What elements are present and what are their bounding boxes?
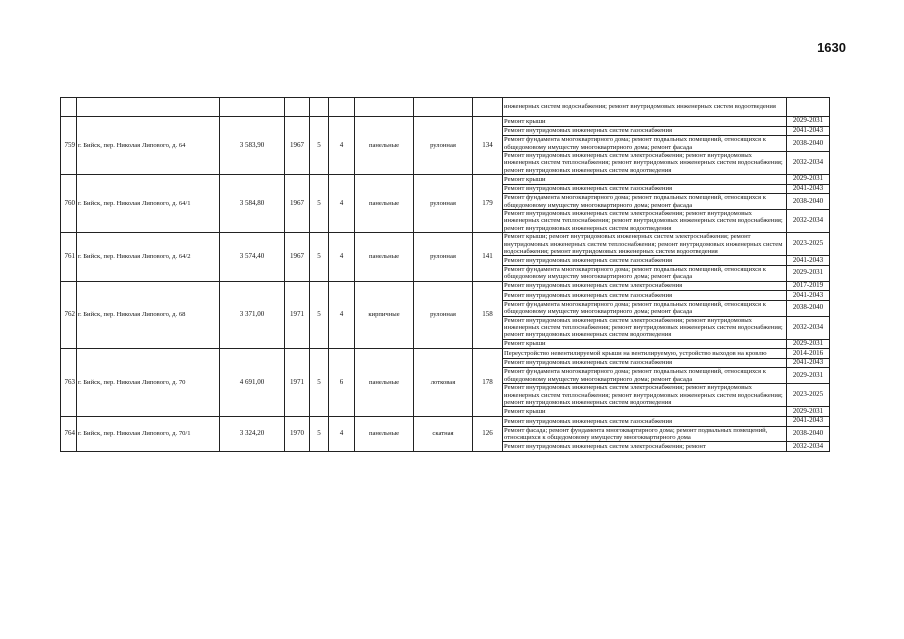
- residents-cell: 126: [473, 416, 503, 451]
- work-cell: Ремонт внутридомовых инженерных систем газоснабжения: [503, 291, 787, 301]
- roof-cell: скатная: [414, 416, 473, 451]
- period-cell: 2029-2031: [787, 265, 830, 281]
- empty-cell: [285, 98, 310, 117]
- empty-cell: [61, 98, 77, 117]
- address-cell: г. Бийск, пер. Николая Липового, д. 70: [77, 349, 220, 417]
- empty-cell: [220, 98, 285, 117]
- work-cell: Переустройство невентилируемой крыши на вентилируемую, устройство выходов на кровлю: [503, 349, 787, 359]
- year-cell: 1971: [285, 349, 310, 417]
- area-cell: 4 691,00: [220, 349, 285, 417]
- work-cell: Ремонт крыши: [503, 407, 787, 417]
- work-cell: Ремонт внутридомовых инженерных систем электроснабжения; ремонт внутридомовых инженерных систем теплоснабжения; ремонт внутридомовых инженерных систем водоснабжения; ремонт внутридомовых инженерных систем водоотведения: [503, 210, 787, 233]
- table-row: [61, 281, 830, 291]
- area-cell: 3 583,90: [220, 117, 285, 175]
- period-cell: 2038-2040: [787, 194, 830, 210]
- residents-cell: 178: [473, 349, 503, 417]
- area-cell: 3 371,00: [220, 281, 285, 349]
- walls-cell: панельные: [355, 233, 414, 281]
- empty-cell: [473, 98, 503, 117]
- floors-cell: 5: [310, 175, 329, 233]
- work-cell: Ремонт внутридомовых инженерных систем газоснабжения: [503, 184, 787, 194]
- entrances-cell: 4: [329, 117, 355, 175]
- period-cell: 2032-2034: [787, 210, 830, 233]
- period-cell: 2041-2043: [787, 358, 830, 368]
- row-number: 761: [61, 233, 77, 281]
- period-cell: 2032-2034: [787, 316, 830, 339]
- period-cell: 2038-2040: [787, 426, 830, 442]
- address-cell: г. Бийск, пер. Николая Липового, д. 64/2: [77, 233, 220, 281]
- work-cell: Ремонт внутридомовых инженерных систем газоснабжения: [503, 256, 787, 266]
- work-cell: Ремонт внутридомовых инженерных систем электроснабжения; ремонт внутридомовых инженерных систем теплоснабжения; ремонт внутридомовых инженерных систем водоснабжения; ремонт внутридомовых инженерных систем водоотведения: [503, 316, 787, 339]
- walls-cell: панельные: [355, 117, 414, 175]
- work-cell: инженерных систем водоснабжения; ремонт внутридомовых инженерных систем водоотведения: [503, 98, 787, 117]
- period-cell: 2041-2043: [787, 416, 830, 426]
- address-cell: г. Бийск, пер. Николая Липового, д. 64/1: [77, 175, 220, 233]
- empty-cell: [310, 98, 329, 117]
- table-row: [61, 349, 830, 359]
- empty-cell: [414, 98, 473, 117]
- table-row: [61, 416, 830, 426]
- year-cell: 1967: [285, 175, 310, 233]
- walls-cell: панельные: [355, 175, 414, 233]
- entrances-cell: 4: [329, 416, 355, 451]
- row-number: 762: [61, 281, 77, 349]
- work-cell: Ремонт крыши: [503, 339, 787, 349]
- floors-cell: 5: [310, 117, 329, 175]
- work-cell: Ремонт фундамента многоквартирного дома; ремонт подвальных помещений, относящихся к общедомовому имуществу многоквартирного дома; ремонт фасада: [503, 194, 787, 210]
- row-number: 764: [61, 416, 77, 451]
- work-cell: Ремонт внутридомовых инженерных систем электроснабжения; ремонт внутридомовых инженерных систем теплоснабжения; ремонт внутридомовых инженерных систем водоснабжения; ремонт внутридомовых инженерных систем водоотведения: [503, 151, 787, 174]
- table-row: [61, 175, 830, 185]
- floors-cell: 5: [310, 349, 329, 417]
- roof-cell: рулонная: [414, 175, 473, 233]
- table-row: [61, 117, 830, 127]
- period-cell: 2029-2031: [787, 117, 830, 127]
- period-cell: 2038-2040: [787, 136, 830, 152]
- work-cell: Ремонт фундамента многоквартирного дома; ремонт подвальных помещений, относящихся к общедомовому имуществу многоквартирного дома; ремонт фасада: [503, 265, 787, 281]
- period-cell: 2041-2043: [787, 184, 830, 194]
- roof-cell: рулонная: [414, 117, 473, 175]
- period-cell: 2029-2031: [787, 175, 830, 185]
- walls-cell: панельные: [355, 349, 414, 417]
- period-cell: 2041-2043: [787, 291, 830, 301]
- work-cell: Ремонт фундамента многоквартирного дома; ремонт подвальных помещений, относящихся к общедомовому имуществу многоквартирного дома; ремонт фасада: [503, 368, 787, 384]
- address-cell: г. Бийск, пер. Николая Липового, д. 68: [77, 281, 220, 349]
- period-cell: 2014-2016: [787, 349, 830, 359]
- page-number: 1630: [817, 40, 846, 55]
- roof-cell: рулонная: [414, 233, 473, 281]
- row-number: 763: [61, 349, 77, 417]
- work-cell: Ремонт фасада; ремонт фундамента многоквартирного дома; ремонт подвальных помещений, относящихся к общедомовому имуществу многоквартирного дома: [503, 426, 787, 442]
- period-cell: [787, 98, 830, 117]
- work-cell: Ремонт внутридомовых инженерных систем электроснабжения; ремонт внутридомовых инженерных систем теплоснабжения; ремонт внутридомовых инженерных систем водоснабжения; ремонт внутридомовых инженерных систем водоотведения: [503, 384, 787, 407]
- period-cell: 2041-2043: [787, 126, 830, 136]
- period-cell: 2029-2031: [787, 368, 830, 384]
- year-cell: 1967: [285, 233, 310, 281]
- work-cell: Ремонт фундамента многоквартирного дома; ремонт подвальных помещений, относящихся к общедомовому имуществу многоквартирного дома; ремонт фасада: [503, 136, 787, 152]
- period-cell: 2041-2043: [787, 256, 830, 266]
- row-number: 759: [61, 117, 77, 175]
- work-cell: Ремонт внутридомовых инженерных систем газоснабжения: [503, 126, 787, 136]
- period-cell: 2032-2034: [787, 151, 830, 174]
- year-cell: 1967: [285, 117, 310, 175]
- walls-cell: кирпичные: [355, 281, 414, 349]
- empty-cell: [329, 98, 355, 117]
- entrances-cell: 4: [329, 233, 355, 281]
- year-cell: 1970: [285, 416, 310, 451]
- entrances-cell: 4: [329, 175, 355, 233]
- empty-cell: [77, 98, 220, 117]
- floors-cell: 5: [310, 233, 329, 281]
- period-cell: 2032-2034: [787, 442, 830, 452]
- period-cell: 2029-2031: [787, 339, 830, 349]
- row-number: 760: [61, 175, 77, 233]
- work-cell: Ремонт внутридомовых инженерных систем электроснабжения: [503, 281, 787, 291]
- work-cell: Ремонт крыши: [503, 117, 787, 127]
- residents-cell: 141: [473, 233, 503, 281]
- year-cell: 1971: [285, 281, 310, 349]
- entrances-cell: 4: [329, 281, 355, 349]
- period-cell: 2038-2040: [787, 300, 830, 316]
- residents-cell: 179: [473, 175, 503, 233]
- table-row: [61, 233, 830, 256]
- building-repair-table: [60, 97, 830, 452]
- roof-cell: лотковая: [414, 349, 473, 417]
- residents-cell: 134: [473, 117, 503, 175]
- area-cell: 3 324,20: [220, 416, 285, 451]
- work-cell: Ремонт крыши; ремонт внутридомовых инженерных систем электроснабжения; ремонт внутридомовых инженерных систем теплоснабжения; ремонт внутридомовых инженерных систем водоснабжения; ремонт внутридомовых инженерных систем водоотведения: [503, 233, 787, 256]
- period-cell: 2023-2025: [787, 384, 830, 407]
- area-cell: 3 574,40: [220, 233, 285, 281]
- work-cell: Ремонт внутридомовых инженерных систем электроснабжения; ремонт: [503, 442, 787, 452]
- work-cell: Ремонт внутридомовых инженерных систем газоснабжения: [503, 358, 787, 368]
- work-cell: Ремонт внутридомовых инженерных систем газоснабжения: [503, 416, 787, 426]
- empty-cell: [355, 98, 414, 117]
- residents-cell: 158: [473, 281, 503, 349]
- work-cell: Ремонт фундамента многоквартирного дома; ремонт подвальных помещений, относящихся к общедомовому имуществу многоквартирного дома; ремонт фасада: [503, 300, 787, 316]
- address-cell: г. Бийск, пер. Николая Липового, д. 70/1: [77, 416, 220, 451]
- period-cell: 2029-2031: [787, 407, 830, 417]
- area-cell: 3 584,80: [220, 175, 285, 233]
- floors-cell: 5: [310, 416, 329, 451]
- address-cell: г. Бийск, пер. Николая Липового, д. 64: [77, 117, 220, 175]
- roof-cell: рулонная: [414, 281, 473, 349]
- floors-cell: 5: [310, 281, 329, 349]
- entrances-cell: 6: [329, 349, 355, 417]
- table-row: [61, 98, 830, 117]
- work-cell: Ремонт крыши: [503, 175, 787, 185]
- walls-cell: панельные: [355, 416, 414, 451]
- period-cell: 2023-2025: [787, 233, 830, 256]
- period-cell: 2017-2019: [787, 281, 830, 291]
